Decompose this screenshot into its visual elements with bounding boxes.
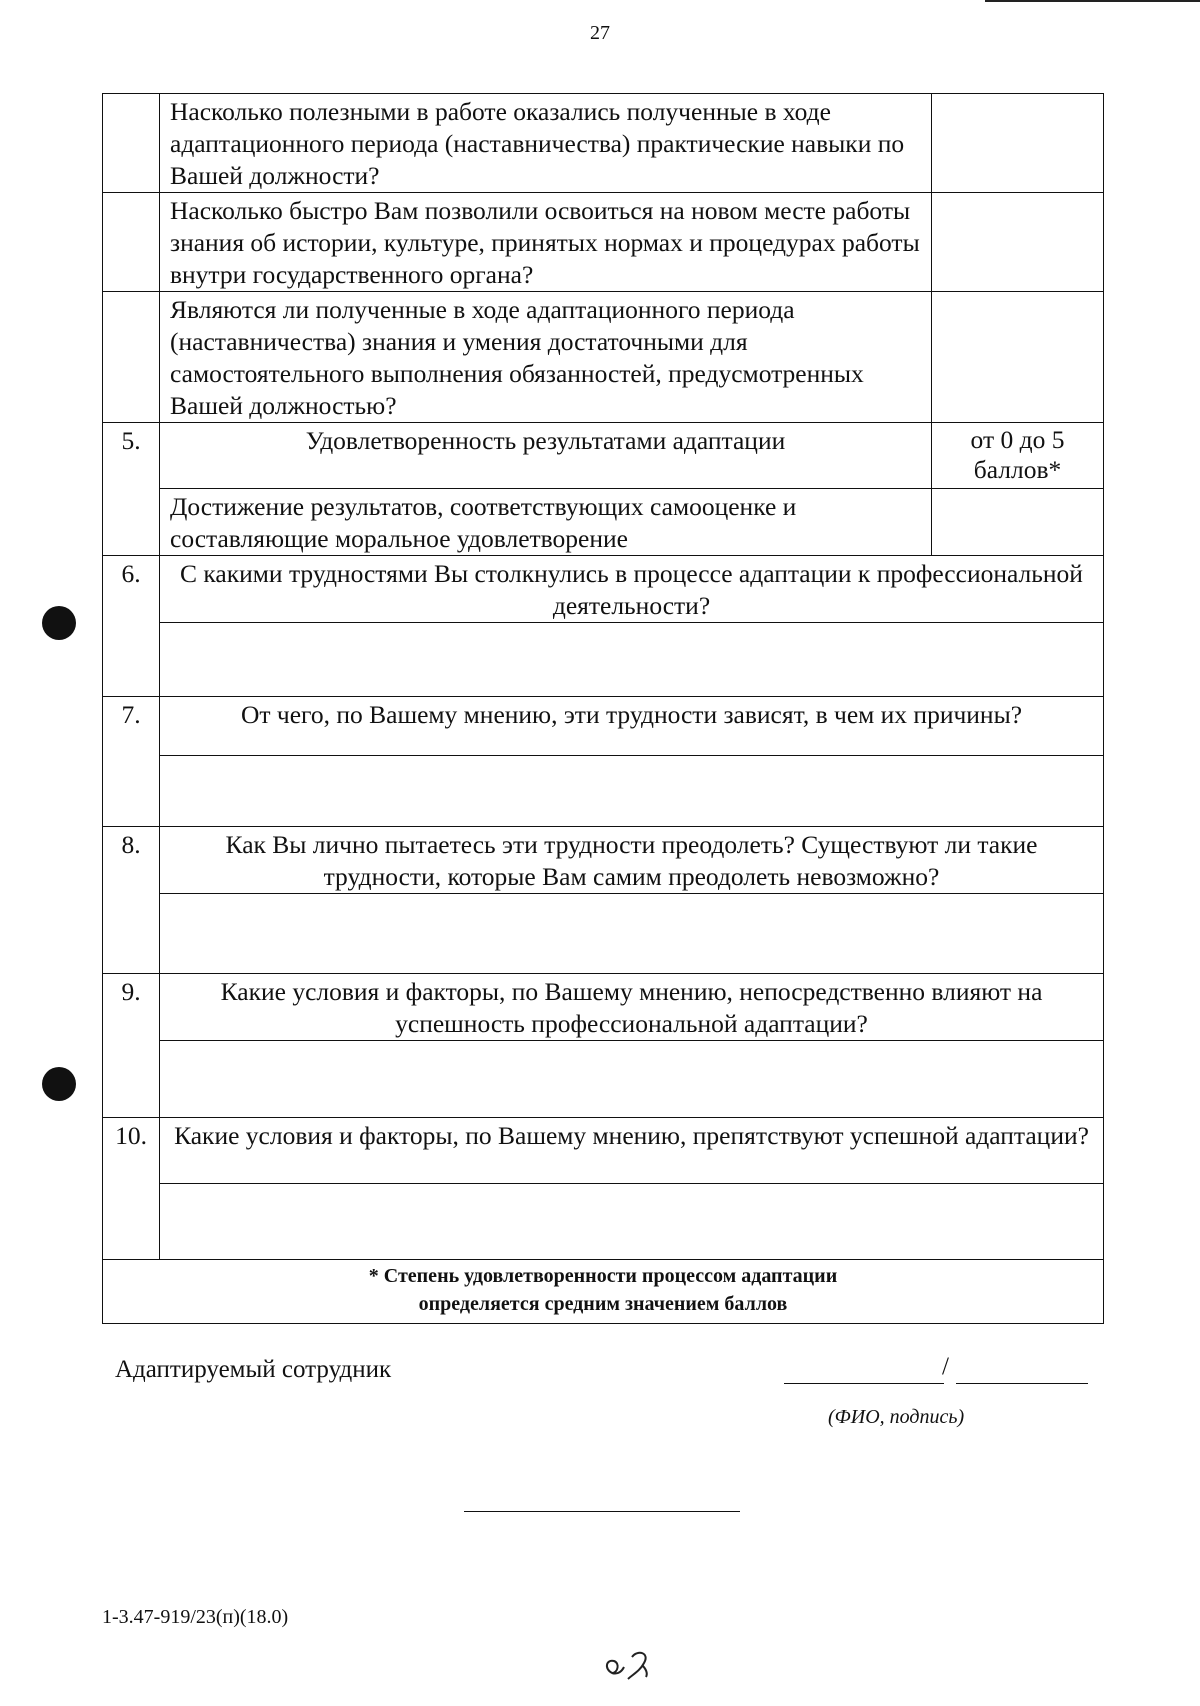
score-cell <box>932 94 1104 193</box>
row-number-cell: 8. <box>103 827 160 974</box>
bottom-rule <box>464 1511 740 1512</box>
table-row <box>103 556 1104 623</box>
footnote-line: * Степень удовлетворенности процессом адаптации <box>368 1265 838 1287</box>
score-range-cell: от 0 до 5 баллов* <box>932 423 1104 489</box>
table-row <box>103 974 1104 1041</box>
table-row <box>103 193 1104 292</box>
table-row <box>103 1260 1104 1324</box>
answer-cell <box>160 623 1104 697</box>
page-number: 27 <box>590 22 610 44</box>
punch-hole-mark <box>42 606 76 640</box>
table-row <box>103 623 1104 697</box>
question-cell: Являются ли полученные в ходе адаптационного периода (наставничества) знания и умения достаточными для самостоятельного выполнения обязанностей, предусмотренных Вашей должностью? <box>160 292 932 423</box>
row-number-cell <box>103 292 160 423</box>
table-row <box>103 756 1104 827</box>
document-code: 1-3.47-919/23(п)(18.0) <box>102 1606 289 1628</box>
handwritten-page-mark <box>598 1643 658 1683</box>
open-question-cell: Какие условия и факторы, по Вашему мнению, препятствуют успешной адаптации? <box>160 1118 1104 1184</box>
table-row <box>103 292 1104 423</box>
adaptation-questionnaire-table <box>102 93 1104 1324</box>
open-question-cell: Какие условия и факторы, по Вашему мнению, непосредственно влияют на успешность профессиональной адаптации? <box>160 974 1104 1041</box>
table-row <box>103 489 1104 556</box>
row-number-cell: 7. <box>103 697 160 827</box>
score-cell <box>932 193 1104 292</box>
table-row <box>103 94 1104 193</box>
row-number-cell: 9. <box>103 974 160 1118</box>
table-row <box>103 827 1104 894</box>
row-number-cell <box>103 94 160 193</box>
footnote-line: определяется средним значением баллов <box>418 1293 788 1315</box>
section-title-cell: Удовлетворенность результатами адаптации <box>160 423 932 489</box>
footnote-cell <box>103 1260 1104 1324</box>
score-cell <box>932 292 1104 423</box>
question-cell: Достижение результатов, соответствующих самооценке и составляющие моральное удовлетворение <box>160 489 932 556</box>
signature-line <box>956 1383 1088 1384</box>
top-edge-rule <box>985 0 1200 2</box>
signature-label: Адаптируемый сотрудник <box>115 1356 392 1383</box>
open-question-cell: Как Вы лично пытаетесь эти трудности преодолеть? Существуют ли такие трудности, которые Вам самим преодолеть невозможно? <box>160 827 1104 894</box>
table-row <box>103 894 1104 974</box>
row-number-cell: 6. <box>103 556 160 697</box>
open-question-cell: С какими трудностями Вы столкнулись в процессе адаптации к профессиональной деятельности? <box>160 556 1104 623</box>
question-cell: Насколько полезными в работе оказались полученные в ходе адаптационного периода (наставничества) практические навыки по Вашей должности? <box>160 94 932 193</box>
answer-cell <box>160 756 1104 827</box>
table-row <box>103 1041 1104 1118</box>
signature-line <box>784 1383 944 1384</box>
signature-separator: / <box>942 1353 949 1380</box>
row-number-cell: 10. <box>103 1118 160 1260</box>
score-cell <box>932 489 1104 556</box>
answer-cell <box>160 1184 1104 1260</box>
answer-cell <box>160 894 1104 974</box>
table-row <box>103 1118 1104 1184</box>
table-row <box>103 1184 1104 1260</box>
row-number-cell: 5. <box>103 423 160 556</box>
row-number-cell <box>103 193 160 292</box>
question-cell: Насколько быстро Вам позволили освоиться на новом месте работы знания об истории, культуре, принятых нормах и процедурах работы внутри государственного органа? <box>160 193 932 292</box>
answer-cell <box>160 1041 1104 1118</box>
table-row <box>103 697 1104 756</box>
punch-hole-mark <box>42 1067 76 1101</box>
signature-caption: (ФИО, подпись) <box>828 1406 965 1428</box>
open-question-cell: От чего, по Вашему мнению, эти трудности зависят, в чем их причины? <box>160 697 1104 756</box>
table-row <box>103 423 1104 489</box>
